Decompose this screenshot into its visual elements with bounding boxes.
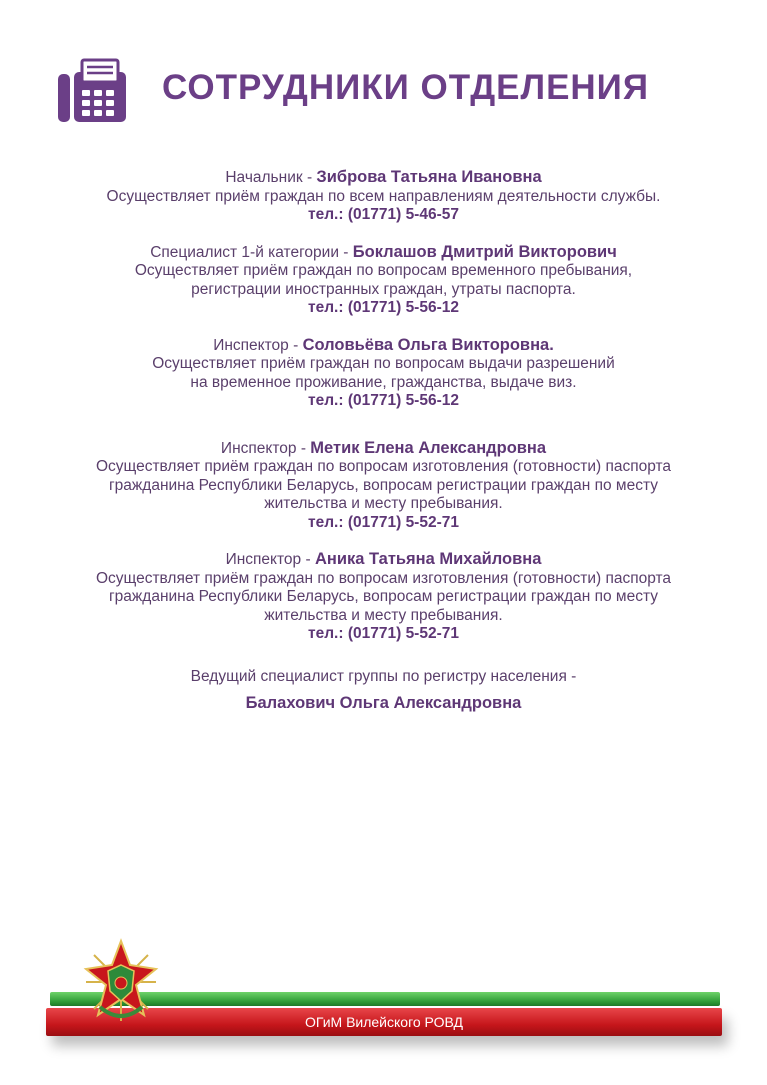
duty-line: гражданина Республики Беларусь, вопросам регистрации граждан по месту	[109, 476, 658, 494]
duty-line: жительства и месту пребывания.	[264, 495, 503, 512]
staff-duty	[30, 188, 737, 207]
staff-name: Балахович Ольга Александровна	[245, 694, 522, 712]
duty-line: Осуществляет приём граждан по всем направлениям деятельности службы.	[106, 187, 661, 205]
staff-name: Боклашов Дмитрий Викторович	[352, 242, 617, 261]
staff-role: Инспектор -	[213, 336, 303, 354]
staff-phone: тел.: (01771) 5-52-71	[308, 625, 459, 642]
staff-role: Ведущий специалист группы по регистру населения -	[190, 667, 577, 685]
duty-line: Осуществляет приём граждан по вопросам изготовления (готовности) паспорта	[95, 569, 672, 587]
duty-line: Осуществляет приём граждан по вопросам временного пребывания,	[134, 262, 633, 279]
page-header	[56, 58, 736, 128]
staff-list	[30, 168, 737, 731]
staff-duty	[30, 355, 737, 392]
staff-role: Начальник -	[225, 169, 317, 186]
footer-label: ОГиМ Вилейского РОВД	[305, 1014, 463, 1030]
duty-line: регистрации иностранных граждан, утраты паспорта.	[191, 280, 576, 298]
staff-entry	[30, 550, 737, 644]
fax-icon	[56, 58, 128, 124]
staff-entry	[30, 243, 737, 318]
staff-name: Аника Татьяна Михайловна	[314, 550, 542, 568]
staff-entry	[30, 439, 737, 533]
staff-role: Инспектор -	[225, 551, 315, 568]
duty-line: Осуществляет приём граждан по вопросам изготовления (готовности) паспорта	[95, 458, 672, 475]
page-title: СОТРУДНИКИ ОТДЕЛЕНИЯ	[162, 68, 649, 107]
staff-name: Метик Елена Александровна	[310, 438, 547, 457]
staff-phone: тел.: (01771) 5-56-12	[308, 299, 459, 316]
staff-name: Зиброва Татьяна Ивановна	[316, 168, 542, 186]
duty-line: гражданина Республики Беларусь, вопросам регистрации граждан по месту	[109, 588, 658, 605]
staff-duty	[30, 262, 737, 299]
duty-line: жительства и месту пребывания.	[264, 606, 503, 624]
duty-line: на временное проживание, гражданства, выдаче виз.	[190, 373, 577, 391]
staff-phone: тел.: (01771) 5-52-71	[308, 513, 459, 531]
staff-entry	[30, 168, 737, 225]
staff-name: Соловьёва Ольга Викторовна.	[302, 335, 554, 354]
staff-entry	[30, 668, 737, 713]
staff-role: Специалист 1-й категории -	[150, 243, 353, 261]
duty-line: Осуществляет приём граждан по вопросам выдачи разрешений	[152, 355, 615, 372]
staff-entry	[30, 336, 737, 411]
staff-role: Инспектор -	[220, 439, 311, 457]
staff-duty	[30, 570, 737, 626]
police-cross-emblem-icon	[78, 935, 164, 1029]
staff-duty	[30, 458, 737, 514]
staff-phone: тел.: (01771) 5-56-12	[308, 392, 459, 409]
staff-phone: тел.: (01771) 5-46-57	[308, 206, 459, 223]
